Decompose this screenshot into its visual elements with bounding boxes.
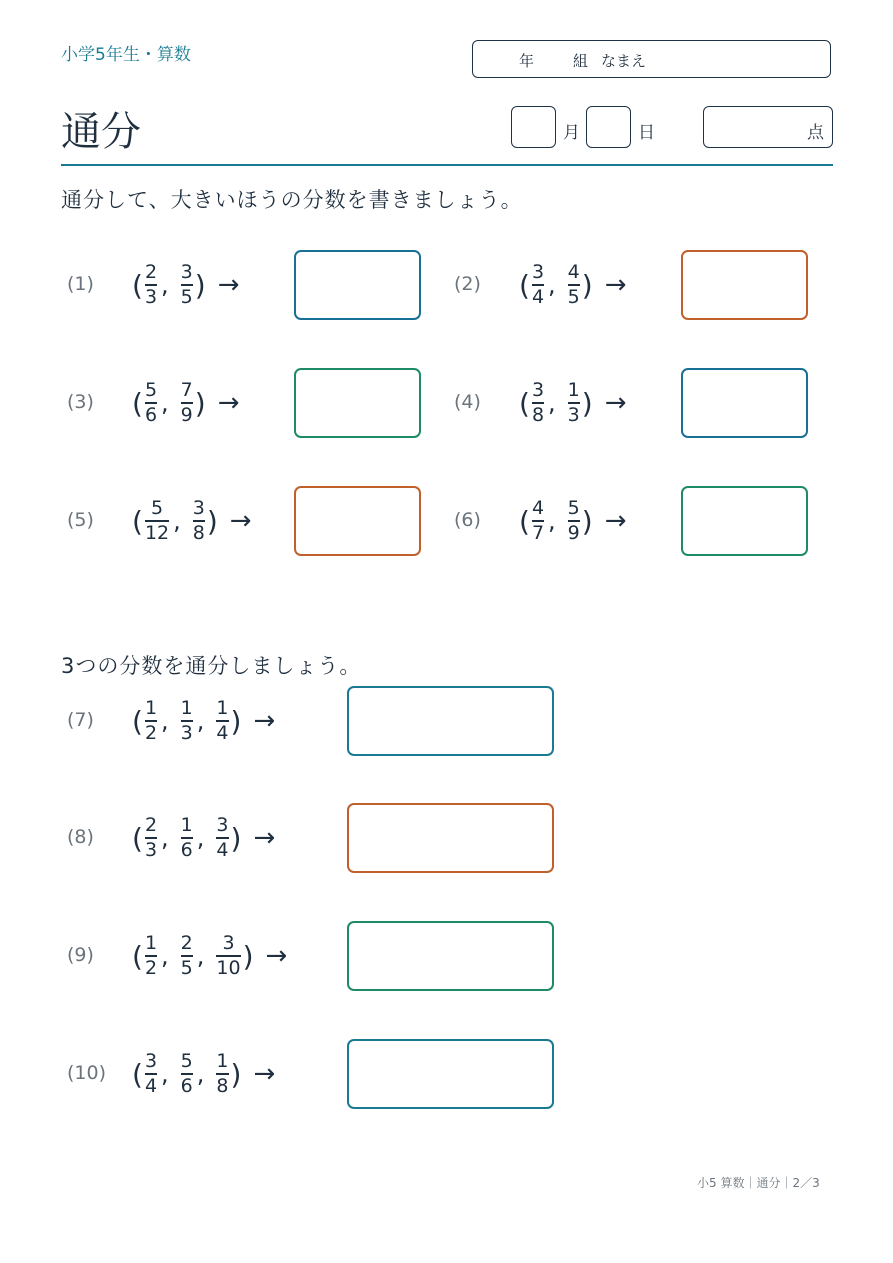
comma: , bbox=[161, 271, 169, 299]
day-label: 日 bbox=[638, 123, 655, 143]
fraction-c bbox=[216, 933, 240, 979]
numerator: 4 bbox=[531, 497, 545, 520]
denominator: 6 bbox=[144, 403, 158, 426]
answer-box[interactable] bbox=[294, 486, 421, 556]
answer-box[interactable] bbox=[294, 368, 421, 438]
numerator: 1 bbox=[567, 379, 580, 402]
fraction-expression bbox=[132, 486, 252, 556]
denominator: 8 bbox=[531, 403, 545, 426]
name-field[interactable] bbox=[472, 40, 831, 78]
numerator: 5 bbox=[150, 497, 164, 520]
fraction-a bbox=[532, 498, 544, 544]
fraction-a bbox=[145, 380, 157, 426]
name-label: なまえ bbox=[601, 52, 647, 70]
denominator: 7 bbox=[531, 521, 545, 544]
denominator: 2 bbox=[144, 956, 158, 979]
close-paren: ) bbox=[206, 504, 218, 538]
answer-box[interactable] bbox=[294, 250, 421, 320]
open-paren: ( bbox=[519, 386, 530, 420]
fraction-b bbox=[181, 933, 193, 979]
close-paren: ) bbox=[242, 939, 254, 973]
problem-number: (6) bbox=[454, 509, 481, 531]
arrow-icon: → bbox=[265, 941, 288, 971]
denominator: 3 bbox=[567, 403, 580, 426]
fraction-expression bbox=[132, 1039, 275, 1109]
comma: , bbox=[196, 824, 205, 852]
numerator: 3 bbox=[531, 379, 545, 402]
numerator: 3 bbox=[192, 497, 205, 520]
denominator: 6 bbox=[180, 1074, 193, 1097]
fraction-b bbox=[181, 1051, 193, 1097]
numerator: 1 bbox=[216, 1050, 229, 1073]
problem-number: (8) bbox=[67, 826, 94, 848]
open-paren: ( bbox=[132, 1057, 143, 1091]
answer-box[interactable] bbox=[347, 803, 554, 873]
comma: , bbox=[548, 507, 556, 535]
month-field[interactable] bbox=[511, 106, 556, 148]
open-paren: ( bbox=[132, 939, 143, 973]
close-paren: ) bbox=[194, 386, 206, 420]
fraction-c bbox=[216, 815, 228, 861]
comma: , bbox=[196, 1060, 205, 1088]
arrow-icon: → bbox=[253, 706, 276, 736]
denominator: 10 bbox=[216, 956, 241, 979]
comma: , bbox=[161, 942, 169, 970]
fraction-b bbox=[193, 498, 205, 544]
fraction-b bbox=[568, 498, 580, 544]
fraction-a bbox=[145, 933, 157, 979]
fraction-b bbox=[568, 380, 580, 426]
numerator: 3 bbox=[180, 261, 193, 284]
problem-number: (3) bbox=[67, 391, 94, 413]
header-divider bbox=[61, 164, 833, 166]
score-field[interactable] bbox=[703, 106, 833, 148]
close-paren: ) bbox=[581, 504, 593, 538]
answer-box[interactable] bbox=[681, 486, 808, 556]
denominator: 8 bbox=[216, 1074, 229, 1097]
denominator: 4 bbox=[144, 1074, 158, 1097]
numerator: 7 bbox=[180, 379, 193, 402]
open-paren: ( bbox=[132, 704, 143, 738]
arrow-icon: → bbox=[253, 823, 276, 853]
numerator: 2 bbox=[144, 261, 158, 284]
numerator: 4 bbox=[567, 261, 580, 284]
numerator: 1 bbox=[144, 697, 158, 720]
fraction-expression bbox=[132, 921, 287, 991]
comma: , bbox=[161, 824, 169, 852]
problem-number: (2) bbox=[454, 273, 481, 295]
problem-number: (4) bbox=[454, 391, 481, 413]
numerator: 1 bbox=[180, 814, 193, 837]
open-paren: ( bbox=[519, 504, 530, 538]
denominator: 5 bbox=[567, 285, 580, 308]
open-paren: ( bbox=[519, 268, 530, 302]
numerator: 3 bbox=[222, 932, 235, 955]
fraction-a bbox=[145, 262, 157, 308]
fraction-expression bbox=[132, 686, 275, 756]
close-paren: ) bbox=[230, 821, 242, 855]
fraction-expression bbox=[519, 250, 627, 320]
answer-box[interactable] bbox=[681, 368, 808, 438]
denominator: 4 bbox=[216, 838, 229, 861]
numerator: 1 bbox=[144, 932, 158, 955]
month-label: 月 bbox=[563, 123, 580, 143]
comma: , bbox=[548, 271, 556, 299]
denominator: 2 bbox=[144, 721, 158, 744]
arrow-icon: → bbox=[217, 270, 240, 300]
numerator: 1 bbox=[180, 697, 193, 720]
denominator: 9 bbox=[180, 403, 193, 426]
comma: , bbox=[196, 707, 205, 735]
open-paren: ( bbox=[132, 504, 143, 538]
answer-box[interactable] bbox=[681, 250, 808, 320]
denominator: 9 bbox=[567, 521, 580, 544]
denominator: 3 bbox=[180, 721, 193, 744]
arrow-icon: → bbox=[604, 506, 627, 536]
open-paren: ( bbox=[132, 268, 143, 302]
fraction-expression bbox=[132, 250, 240, 320]
close-paren: ) bbox=[581, 268, 593, 302]
fraction-a bbox=[145, 815, 157, 861]
denominator: 6 bbox=[180, 838, 193, 861]
arrow-icon: → bbox=[253, 1059, 276, 1089]
comma: , bbox=[161, 707, 169, 735]
fraction-b bbox=[181, 380, 193, 426]
arrow-icon: → bbox=[604, 388, 627, 418]
fraction-b bbox=[181, 262, 193, 308]
section2-instruction: 3つの分数を通分しましょう。 bbox=[61, 654, 362, 678]
numerator: 5 bbox=[144, 379, 158, 402]
section1-instruction: 通分して、大きいほうの分数を書きましょう。 bbox=[61, 188, 523, 212]
numerator: 5 bbox=[567, 497, 580, 520]
denominator: 5 bbox=[180, 285, 193, 308]
page-title: 通分 bbox=[61, 109, 141, 155]
denominator: 4 bbox=[216, 721, 229, 744]
arrow-icon: → bbox=[604, 270, 627, 300]
page-footer: 小5 算数｜通分｜2／3 bbox=[697, 1176, 820, 1190]
numerator: 1 bbox=[216, 697, 229, 720]
fraction-a bbox=[145, 698, 157, 744]
problem-number: (1) bbox=[67, 273, 94, 295]
fraction-c bbox=[216, 698, 228, 744]
fraction-b bbox=[181, 815, 193, 861]
day-field[interactable] bbox=[586, 106, 631, 148]
close-paren: ) bbox=[230, 1057, 242, 1091]
fraction-b bbox=[568, 262, 580, 308]
close-paren: ) bbox=[230, 704, 242, 738]
answer-box[interactable] bbox=[347, 921, 554, 991]
close-paren: ) bbox=[194, 268, 206, 302]
comma: , bbox=[196, 942, 205, 970]
fraction-expression bbox=[519, 486, 627, 556]
arrow-icon: → bbox=[229, 506, 252, 536]
comma: , bbox=[173, 507, 181, 535]
open-paren: ( bbox=[132, 821, 143, 855]
numerator: 3 bbox=[144, 1050, 158, 1073]
numerator: 2 bbox=[180, 932, 193, 955]
numerator: 5 bbox=[180, 1050, 193, 1073]
fraction-b bbox=[181, 698, 193, 744]
denominator: 3 bbox=[144, 838, 158, 861]
fraction-expression bbox=[132, 803, 275, 873]
class-label: 組 bbox=[573, 52, 589, 70]
fraction-a bbox=[145, 498, 169, 544]
fraction-c bbox=[216, 1051, 228, 1097]
fraction-a bbox=[532, 380, 544, 426]
fraction-expression bbox=[132, 368, 240, 438]
fraction-expression bbox=[519, 368, 627, 438]
denominator: 12 bbox=[144, 521, 170, 544]
score-label: 点 bbox=[807, 123, 824, 143]
fraction-a bbox=[145, 1051, 157, 1097]
comma: , bbox=[548, 389, 556, 417]
problem-number: (9) bbox=[67, 944, 94, 966]
open-paren: ( bbox=[132, 386, 143, 420]
arrow-icon: → bbox=[217, 388, 240, 418]
problem-number: (10) bbox=[67, 1062, 107, 1084]
grade-subject-label: 小学5年生・算数 bbox=[61, 45, 191, 65]
numerator: 3 bbox=[531, 261, 545, 284]
answer-box[interactable] bbox=[347, 686, 554, 756]
denominator: 4 bbox=[531, 285, 545, 308]
comma: , bbox=[161, 389, 169, 417]
numerator: 3 bbox=[216, 814, 229, 837]
year-label: 年 bbox=[519, 52, 535, 70]
comma: , bbox=[161, 1060, 169, 1088]
problem-number: (5) bbox=[67, 509, 94, 531]
denominator: 5 bbox=[180, 956, 193, 979]
answer-box[interactable] bbox=[347, 1039, 554, 1109]
numerator: 2 bbox=[144, 814, 158, 837]
problem-number: (7) bbox=[67, 709, 94, 731]
close-paren: ) bbox=[581, 386, 593, 420]
denominator: 8 bbox=[192, 521, 205, 544]
denominator: 3 bbox=[144, 285, 158, 308]
fraction-a bbox=[532, 262, 544, 308]
